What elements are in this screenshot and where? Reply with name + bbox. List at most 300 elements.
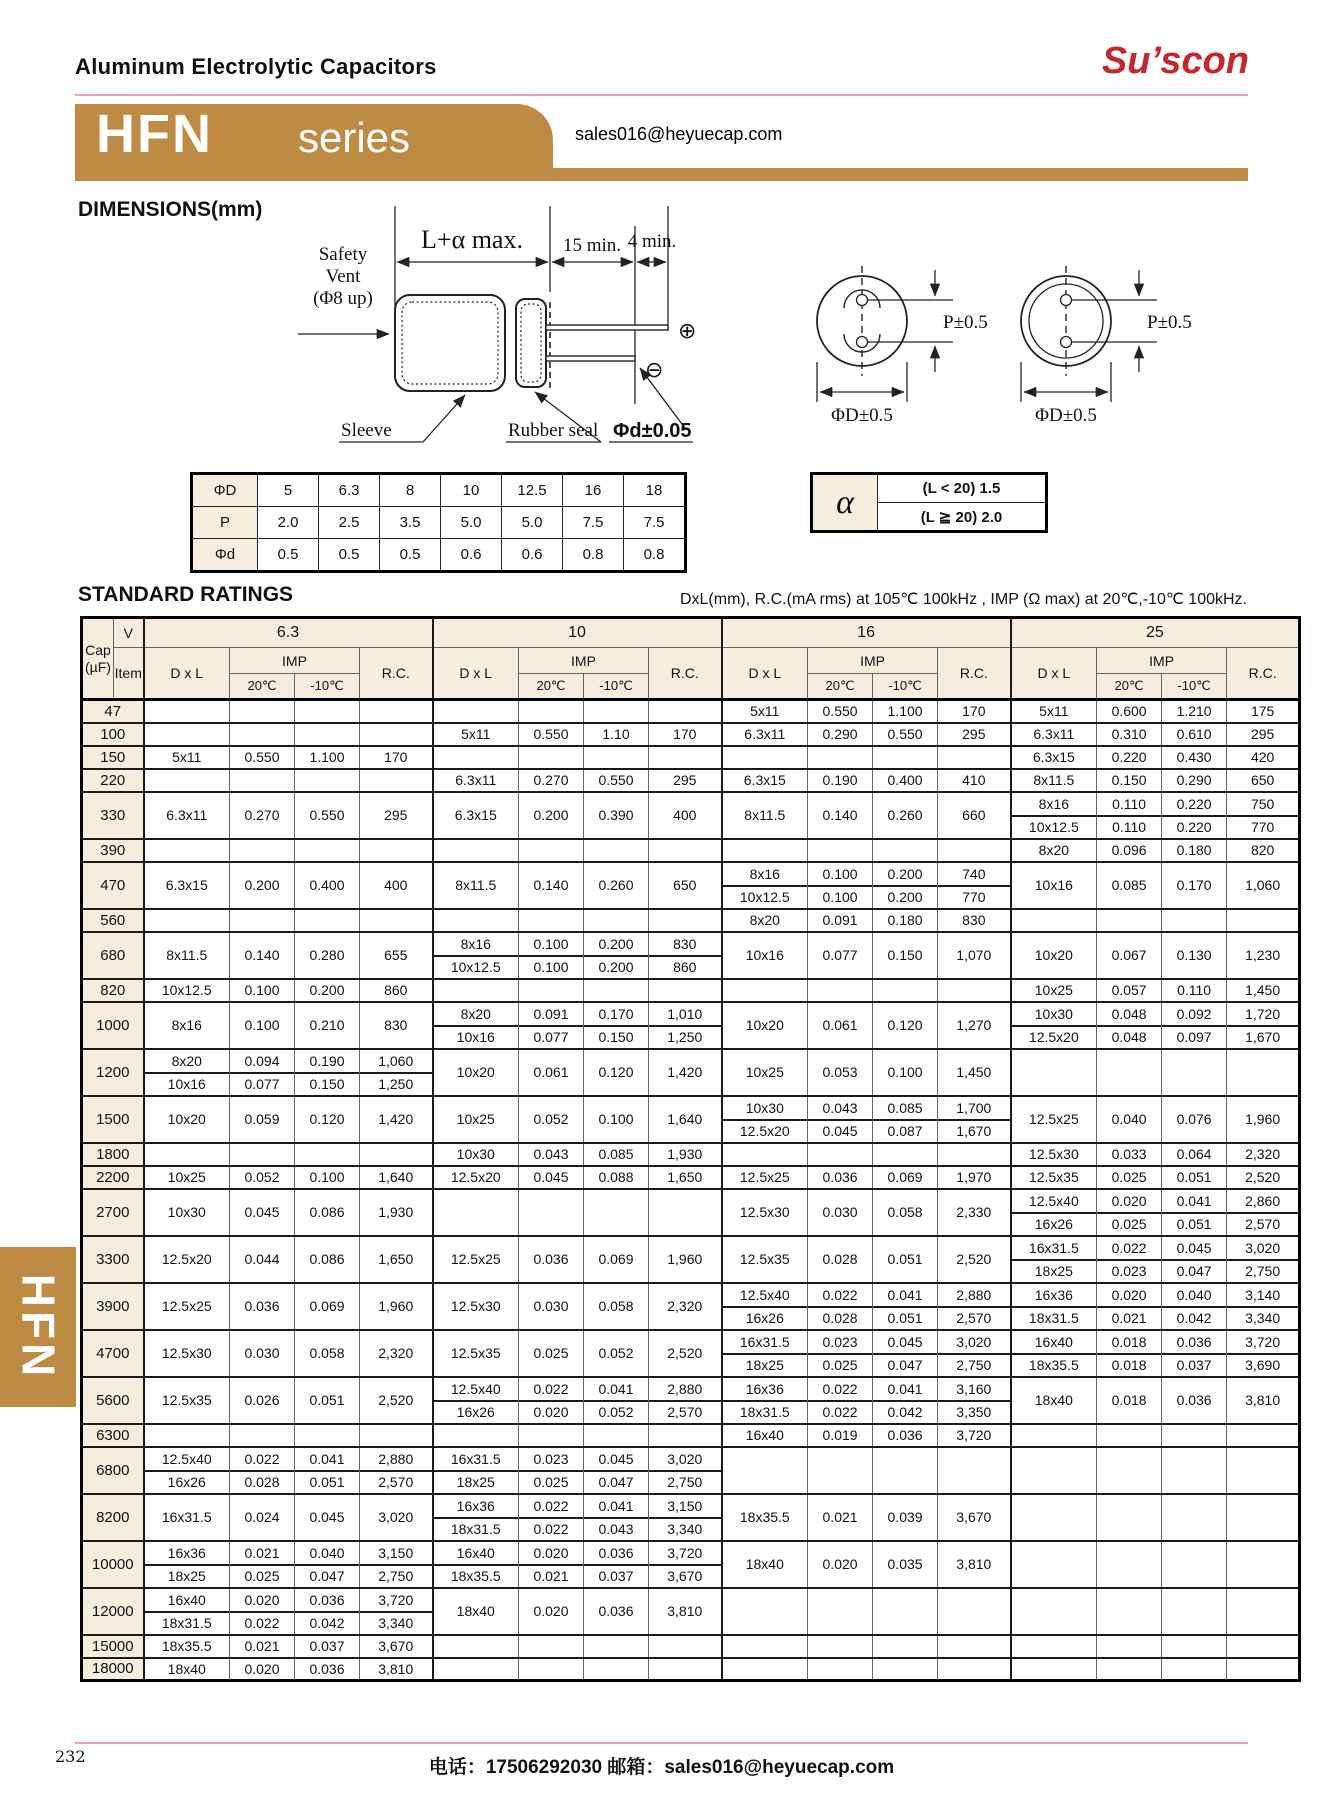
cap-value: 820 xyxy=(82,979,144,1002)
rc-cell: 2,880 2,570 xyxy=(649,1377,722,1424)
rc-cell: 2,880 2,570 xyxy=(938,1283,1011,1330)
imp-10-cell: 0.036 0.037 xyxy=(584,1541,649,1588)
dxl-cell: 12.5x30 xyxy=(144,1330,230,1377)
imp20-cell xyxy=(808,1588,873,1635)
imp-10-cell: 0.036 xyxy=(1162,1377,1227,1424)
dxl-cell xyxy=(433,839,519,862)
cap-value: 1500 xyxy=(82,1096,144,1143)
rc-cell: 400 xyxy=(649,792,722,839)
temp20-header: 20℃ xyxy=(519,674,584,700)
dxl-cell: 16x40 18x35.5 xyxy=(433,1541,519,1588)
rc-cell xyxy=(649,979,722,1002)
dxl-header: D x L xyxy=(722,648,808,700)
dxl-cell: 8x20 10x16 xyxy=(433,1002,519,1049)
imp20-cell xyxy=(230,700,295,723)
size-value-cell: 0.8 xyxy=(563,539,624,572)
dxl-cell: 5x11 xyxy=(433,723,519,746)
imp20-cell xyxy=(230,839,295,862)
table-row xyxy=(82,1096,1300,1143)
body-diameter-label-1: ΦD±0.5 xyxy=(831,405,893,426)
cap-value: 100 xyxy=(82,723,144,746)
imp-10-cell xyxy=(873,1143,938,1166)
dxl-cell: 10x20 xyxy=(433,1049,519,1096)
dxl-cell xyxy=(144,909,230,932)
imp-10-cell: 0.430 xyxy=(1162,746,1227,769)
rc-cell: 1,010 1,250 xyxy=(649,1002,722,1049)
rc-cell: 740 770 xyxy=(938,862,1011,909)
dxl-cell: 12.5x40 16x26 xyxy=(722,1283,808,1330)
imp20-cell xyxy=(519,839,584,862)
imp20-cell: 0.020 0.025 xyxy=(1097,1189,1162,1236)
imp-10-cell: 0.400 xyxy=(295,862,360,909)
dxl-cell: 5x11 xyxy=(1011,700,1097,723)
imp-10-cell: 0.037 xyxy=(295,1635,360,1658)
size-value-cell: 0.5 xyxy=(258,539,319,572)
imp20-cell xyxy=(1097,1424,1162,1447)
size-value-cell: 0.8 xyxy=(624,539,686,572)
imp20-cell: 0.022 0.020 xyxy=(519,1377,584,1424)
dxl-cell: 18x35.5 xyxy=(722,1494,808,1541)
rc-cell xyxy=(649,909,722,932)
dxl-cell xyxy=(722,979,808,1002)
size-row-label: ΦD xyxy=(192,474,258,507)
rc-cell: 2,320 xyxy=(649,1283,722,1330)
imp-10-cell: 0.550 xyxy=(873,723,938,746)
temp20-header: 20℃ xyxy=(1097,674,1162,700)
rc-cell: 3,670 xyxy=(938,1494,1011,1541)
voltage-group-16v: 16 xyxy=(722,618,1011,648)
rc-cell xyxy=(360,700,433,723)
dxl-cell: 8x11.5 xyxy=(722,792,808,839)
rc-header: R.C. xyxy=(649,648,722,700)
rc-cell: 2,520 xyxy=(360,1377,433,1424)
size-value-cell: 0.5 xyxy=(380,539,441,572)
size-value-cell: 2.0 xyxy=(258,507,319,539)
imp-10-cell xyxy=(584,909,649,932)
rc-cell xyxy=(1227,1588,1300,1635)
imp20-cell xyxy=(808,1635,873,1658)
imp-10-cell xyxy=(295,909,360,932)
size-row-label: Φd xyxy=(192,539,258,572)
imp-10-cell: 0.051 xyxy=(873,1236,938,1283)
table-row xyxy=(82,909,1300,932)
rc-cell: 1,230 xyxy=(1227,932,1300,979)
rc-cell: 3,020 xyxy=(360,1494,433,1541)
imp-10-cell: 0.170 xyxy=(1162,862,1227,909)
rc-cell xyxy=(649,1189,722,1236)
imp-10-cell: 0.041 0.051 xyxy=(873,1283,938,1330)
rc-cell xyxy=(938,746,1011,769)
imp20-cell xyxy=(519,979,584,1002)
ratings-header xyxy=(82,618,1300,700)
imp-10-cell xyxy=(1162,909,1227,932)
imp20-cell: 0.100 xyxy=(230,979,295,1002)
imp20-cell: 0.022 0.028 xyxy=(230,1447,295,1494)
dxl-cell: 8x16 xyxy=(144,1002,230,1049)
imp20-cell: 0.048 0.048 xyxy=(1097,1002,1162,1049)
dxl-cell: 8x11.5 xyxy=(433,862,519,909)
imp-10-cell xyxy=(1162,1588,1227,1635)
imp20-cell: 0.110 0.110 xyxy=(1097,792,1162,839)
cap-value: 8200 xyxy=(82,1494,144,1541)
lead-tip-label: 4 min. xyxy=(627,231,677,252)
minus-terminal-icon: ⊖ xyxy=(645,358,664,383)
size-value-cell: 0.6 xyxy=(441,539,502,572)
imp-10-cell xyxy=(295,1143,360,1166)
rc-cell: 3,670 xyxy=(360,1635,433,1658)
imp-10-cell xyxy=(873,1447,938,1494)
imp20-cell: 0.028 xyxy=(808,1236,873,1283)
dxl-cell: 12.5x35 xyxy=(433,1330,519,1377)
imp-10-cell: 0.550 xyxy=(584,769,649,792)
dxl-cell: 12.5x25 xyxy=(1011,1096,1097,1143)
alpha-table xyxy=(810,472,1048,533)
cap-value: 3900 xyxy=(82,1283,144,1330)
imp20-cell: 0.550 xyxy=(519,723,584,746)
table-row xyxy=(82,769,1300,792)
dxl-cell: 10x20 xyxy=(1011,932,1097,979)
dxl-cell xyxy=(1011,909,1097,932)
alpha-row-short: (L < 20) 1.5 xyxy=(878,474,1047,503)
imp-10-cell: 0.120 xyxy=(295,1096,360,1143)
imp-10-cell: 0.260 xyxy=(584,862,649,909)
size-table-row xyxy=(192,507,686,539)
imp20-cell: 0.057 xyxy=(1097,979,1162,1002)
imp20-cell: 0.140 xyxy=(808,792,873,839)
dxl-cell: 12.5x30 xyxy=(1011,1143,1097,1166)
dxl-cell: 16x40 xyxy=(722,1424,808,1447)
imp-10-cell xyxy=(1162,1424,1227,1447)
dxl-cell xyxy=(144,700,230,723)
dxl-cell xyxy=(1011,1541,1097,1588)
rc-cell: 1,930 xyxy=(360,1189,433,1236)
rc-cell: 3,160 3,350 xyxy=(938,1377,1011,1424)
imp-10-cell: 0.280 xyxy=(295,932,360,979)
dxl-cell: 10x30 12.5x20 xyxy=(722,1096,808,1143)
dxl-cell: 8x16 10x12.5 xyxy=(1011,792,1097,839)
cap-value: 3300 xyxy=(82,1236,144,1283)
imp20-cell: 0.020 0.021 xyxy=(1097,1283,1162,1330)
imp-10-cell xyxy=(295,700,360,723)
imp-10-cell: 0.045 xyxy=(295,1494,360,1541)
pitch-label-1: P±0.5 xyxy=(943,312,988,333)
imp-10-cell xyxy=(584,1189,649,1236)
cap-value: 10000 xyxy=(82,1541,144,1588)
dxl-cell xyxy=(1011,1447,1097,1494)
dxl-cell xyxy=(144,769,230,792)
temp20-header: 20℃ xyxy=(808,674,873,700)
rc-cell xyxy=(649,839,722,862)
rc-cell: 420 xyxy=(1227,746,1300,769)
imp-10-cell: 0.051 xyxy=(1162,1166,1227,1189)
dxl-cell: 10x25 xyxy=(433,1096,519,1143)
imp-10-cell xyxy=(584,746,649,769)
table-row xyxy=(82,792,1300,839)
dxl-cell: 8x20 10x16 xyxy=(144,1049,230,1096)
table-row xyxy=(82,1588,1300,1635)
imp20-cell: 0.036 xyxy=(808,1166,873,1189)
imp-10-cell xyxy=(1162,1049,1227,1096)
imp20-cell: 0.550 xyxy=(230,746,295,769)
table-row xyxy=(82,746,1300,769)
dxl-cell: 12.5x30 xyxy=(433,1283,519,1330)
imp-10-cell: 0.069 xyxy=(873,1166,938,1189)
table-row xyxy=(82,1049,1300,1096)
dxl-cell: 18x40 xyxy=(722,1541,808,1588)
length-dim-label: L+α max. xyxy=(421,225,523,254)
rc-cell: 860 xyxy=(360,979,433,1002)
dxl-cell xyxy=(1011,1049,1097,1096)
imp20-cell: 0.077 xyxy=(808,932,873,979)
cap-value: 2700 xyxy=(82,1189,144,1236)
imp-10-cell: 0.036 xyxy=(295,1658,360,1681)
table-row xyxy=(82,1283,1300,1330)
imp20-cell: 0.036 xyxy=(519,1236,584,1283)
rc-cell xyxy=(1227,1541,1300,1588)
rc-cell xyxy=(1227,1049,1300,1096)
dxl-cell: 6.3x15 xyxy=(433,792,519,839)
size-value-cell: 7.5 xyxy=(624,507,686,539)
rc-cell: 655 xyxy=(360,932,433,979)
dxl-cell xyxy=(1011,1658,1097,1681)
imp-10-cell: 0.041 0.052 xyxy=(584,1377,649,1424)
imp20-cell: 0.200 xyxy=(230,862,295,909)
rc-cell xyxy=(360,769,433,792)
imp20-cell: 0.021 xyxy=(808,1494,873,1541)
imp20-cell xyxy=(1097,909,1162,932)
table-row xyxy=(82,1166,1300,1189)
imp-10-cell: 0.035 xyxy=(873,1541,938,1588)
dxl-cell: 12.5x25 xyxy=(433,1236,519,1283)
imp-10-cell: 0.130 xyxy=(1162,932,1227,979)
imp20-cell xyxy=(1097,1658,1162,1681)
imp20-cell: 0.030 xyxy=(519,1283,584,1330)
dxl-cell: 6.3x15 xyxy=(722,769,808,792)
dxl-cell: 12.5x40 16x26 xyxy=(433,1377,519,1424)
imp-10-cell: 0.200 0.200 xyxy=(873,862,938,909)
dxl-cell: 10x25 xyxy=(1011,979,1097,1002)
imp-10-cell: 0.170 0.150 xyxy=(584,1002,649,1049)
imp20-cell: 0.021 xyxy=(230,1635,295,1658)
rc-cell: 2,860 2,570 xyxy=(1227,1189,1300,1236)
dxl-cell xyxy=(722,1143,808,1166)
imp20-cell: 0.022 0.028 xyxy=(808,1283,873,1330)
table-row xyxy=(82,1143,1300,1166)
rc-cell: 2,520 xyxy=(649,1330,722,1377)
imp20-cell: 0.020 xyxy=(230,1658,295,1681)
imp-10-cell xyxy=(1162,1658,1227,1681)
imp-header: IMP xyxy=(519,648,649,674)
imp20-cell: 0.100 xyxy=(230,1002,295,1049)
table-row xyxy=(82,1635,1300,1658)
rc-cell xyxy=(360,909,433,932)
dxl-cell: 16x36 18x31.5 xyxy=(433,1494,519,1541)
rc-cell xyxy=(938,1447,1011,1494)
rc-cell: 3,810 xyxy=(360,1658,433,1681)
dxl-cell xyxy=(1011,1424,1097,1447)
table-row xyxy=(82,932,1300,979)
rc-cell: 830 xyxy=(360,1002,433,1049)
imp20-cell: 0.085 xyxy=(1097,862,1162,909)
imp-10-cell xyxy=(295,839,360,862)
rc-header: R.C. xyxy=(360,648,433,700)
imp-10-cell xyxy=(584,979,649,1002)
rc-cell xyxy=(938,1635,1011,1658)
imp20-cell: 0.020 xyxy=(519,1588,584,1635)
rc-cell: 1,650 xyxy=(360,1236,433,1283)
dxl-cell xyxy=(722,839,808,862)
dxl-cell xyxy=(433,700,519,723)
rc-cell: 2,520 xyxy=(938,1236,1011,1283)
imp20-cell: 0.091 0.077 xyxy=(519,1002,584,1049)
imp-10-cell xyxy=(295,769,360,792)
cap-value: 4700 xyxy=(82,1330,144,1377)
dxl-header: D x L xyxy=(1011,648,1097,700)
dxl-cell: 12.5x20 xyxy=(433,1166,519,1189)
rc-header: R.C. xyxy=(1227,648,1300,700)
imp20-cell: 0.018 xyxy=(1097,1377,1162,1424)
pitch-label-2: P±0.5 xyxy=(1147,312,1192,333)
imp-10-cell: 0.200 xyxy=(295,979,360,1002)
imp20-cell: 0.067 xyxy=(1097,932,1162,979)
imp20-cell xyxy=(519,909,584,932)
rc-cell xyxy=(360,1143,433,1166)
rc-cell: 2,330 xyxy=(938,1189,1011,1236)
dxl-cell: 16x36 18x31.5 xyxy=(1011,1283,1097,1330)
table-row xyxy=(82,1189,1300,1236)
imp20-cell: 0.030 xyxy=(230,1330,295,1377)
imp20-cell xyxy=(1097,1635,1162,1658)
imp20-cell xyxy=(1097,1447,1162,1494)
table-row xyxy=(82,979,1300,1002)
dxl-cell: 10x12.5 xyxy=(144,979,230,1002)
imp20-cell xyxy=(230,1143,295,1166)
dxl-cell: 10x16 xyxy=(722,932,808,979)
dxl-cell xyxy=(1011,1588,1097,1635)
imp-10-cell: 0.051 xyxy=(295,1377,360,1424)
imp20-cell: 0.021 0.025 xyxy=(230,1541,295,1588)
rubber-seal-label: Rubber seal xyxy=(508,420,599,441)
dxl-cell xyxy=(722,1588,808,1635)
imp-10-cell: 0.036 xyxy=(873,1424,938,1447)
dxl-cell xyxy=(433,1189,519,1236)
rc-cell: 750 770 xyxy=(1227,792,1300,839)
table-row xyxy=(82,1377,1300,1424)
imp-10-cell: 0.100 xyxy=(873,1049,938,1096)
dxl-cell: 16x36 18x31.5 xyxy=(722,1377,808,1424)
rc-cell xyxy=(938,1588,1011,1635)
table-row xyxy=(82,1541,1300,1588)
imp20-cell: 0.600 xyxy=(1097,700,1162,723)
imp-10-cell: 0.120 xyxy=(873,1002,938,1049)
voltage-group-25v: 25 xyxy=(1011,618,1300,648)
imp-10-cell: 0.610 xyxy=(1162,723,1227,746)
imp-10-cell: 0.086 xyxy=(295,1189,360,1236)
imp-10-cell xyxy=(295,1424,360,1447)
imp-10-cell xyxy=(873,979,938,1002)
imp20-cell: 0.290 xyxy=(808,723,873,746)
dxl-cell: 18x35.5 xyxy=(144,1635,230,1658)
temp-10-header: -10℃ xyxy=(873,674,938,700)
category-title: Aluminum Electrolytic Capacitors xyxy=(75,54,437,79)
table-row xyxy=(82,839,1300,862)
rc-cell: 295 xyxy=(1227,723,1300,746)
rc-cell: 650 xyxy=(649,862,722,909)
imp-header: IMP xyxy=(1097,648,1227,674)
imp-10-cell: 0.040 0.047 xyxy=(295,1541,360,1588)
imp20-cell: 0.024 xyxy=(230,1494,295,1541)
imp-10-cell: 0.041 0.051 xyxy=(1162,1189,1227,1236)
dxl-cell: 5x11 xyxy=(144,746,230,769)
rc-cell: 1,650 xyxy=(649,1166,722,1189)
table-row xyxy=(82,1424,1300,1447)
plus-terminal-icon: ⊕ xyxy=(678,319,697,344)
size-value-cell: 6.3 xyxy=(319,474,380,507)
dxl-header: D x L xyxy=(433,648,519,700)
imp20-cell: 0.220 xyxy=(1097,746,1162,769)
imp20-cell: 0.096 xyxy=(1097,839,1162,862)
size-value-cell: 5.0 xyxy=(502,507,563,539)
size-value-cell: 2.5 xyxy=(319,507,380,539)
cap-value: 1800 xyxy=(82,1143,144,1166)
imp-10-cell xyxy=(295,723,360,746)
imp20-cell: 0.140 xyxy=(519,862,584,909)
imp-10-cell: 0.045 0.047 xyxy=(873,1330,938,1377)
rc-cell xyxy=(1227,1424,1300,1447)
imp20-cell: 0.045 xyxy=(230,1189,295,1236)
imp-10-cell xyxy=(873,1658,938,1681)
imp-10-cell: 0.290 xyxy=(1162,769,1227,792)
imp20-cell: 0.044 xyxy=(230,1236,295,1283)
size-value-cell: 5.0 xyxy=(441,507,502,539)
ratings-body xyxy=(82,700,1300,1681)
rc-cell: 2,880 2,570 xyxy=(360,1447,433,1494)
dxl-cell xyxy=(1011,1635,1097,1658)
imp20-cell xyxy=(1097,1494,1162,1541)
imp20-cell: 0.026 xyxy=(230,1377,295,1424)
rc-cell xyxy=(649,746,722,769)
imp-10-cell: 0.069 xyxy=(295,1283,360,1330)
imp20-cell: 0.019 xyxy=(808,1424,873,1447)
rc-cell: 3,720 xyxy=(938,1424,1011,1447)
rc-cell: 2,320 xyxy=(360,1330,433,1377)
imp-10-cell: 1.210 xyxy=(1162,700,1227,723)
rc-cell: 2,320 xyxy=(1227,1143,1300,1166)
imp20-cell: 0.043 xyxy=(519,1143,584,1166)
size-table-row xyxy=(192,474,686,507)
imp-10-cell: 0.150 xyxy=(873,932,938,979)
imp-10-cell: 0.069 xyxy=(584,1236,649,1283)
dxl-cell: 10x25 xyxy=(722,1049,808,1096)
dxl-cell xyxy=(144,1143,230,1166)
imp20-cell xyxy=(1097,1541,1162,1588)
rc-cell: 820 xyxy=(1227,839,1300,862)
size-value-cell: 16 xyxy=(563,474,624,507)
rc-cell: 830 xyxy=(938,909,1011,932)
cap-value: 560 xyxy=(82,909,144,932)
dxl-cell: 16x40 18x35.5 xyxy=(1011,1330,1097,1377)
safety-vent-label-3: (Φ8 up) xyxy=(313,288,373,309)
imp-10-cell: 0.550 xyxy=(295,792,360,839)
safety-vent-label-2: Vent xyxy=(325,266,361,287)
rc-cell: 1,450 xyxy=(938,1049,1011,1096)
rc-cell: 1,720 1,670 xyxy=(1227,1002,1300,1049)
imp20-cell: 0.022 0.022 xyxy=(519,1494,584,1541)
imp-10-cell xyxy=(584,700,649,723)
dxl-cell: 8x16 10x12.5 xyxy=(722,862,808,909)
imp20-cell: 0.190 xyxy=(808,769,873,792)
dxl-cell: 6.3x11 xyxy=(144,792,230,839)
